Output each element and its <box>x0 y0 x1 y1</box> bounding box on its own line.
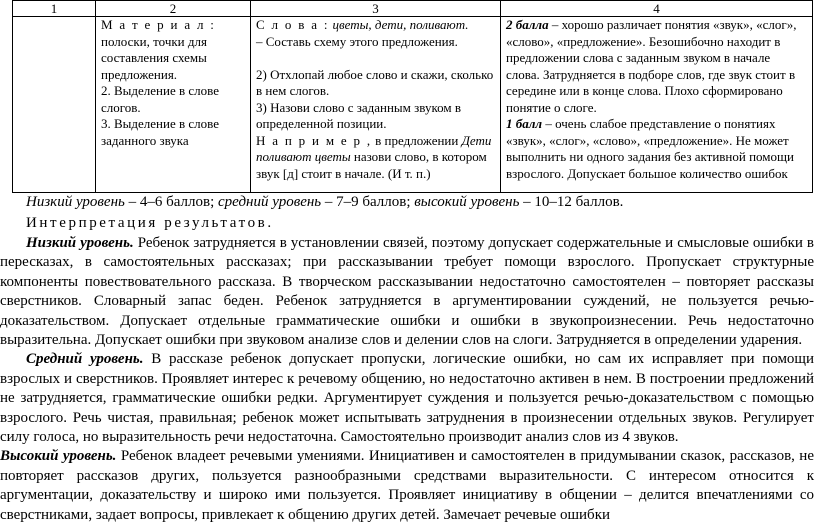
level-high-label: высокий уровень <box>414 194 520 210</box>
words-label: С л о в а : <box>256 17 330 32</box>
cell-scores <box>501 17 813 193</box>
score-1-text: – очень слабое представление о понятиях «звук», «слог», «слово», «предложение». Не может выполнить ни одного задания без активной помощи взрослого. Допускает большое количество ошибок <box>506 116 794 181</box>
score-levels-line <box>26 193 816 212</box>
words-text: цветы, дети, поливают. <box>329 17 469 32</box>
example-post: назови слово, в котором звук [д] стоит в начале. (И т. п.) <box>256 149 487 181</box>
header-cell-3: 3 <box>251 1 501 17</box>
paragraph-mid-level <box>0 350 814 447</box>
task-2: 2) Отхлопай любое слово и скажи, сколько в нем слогов. <box>256 66 494 98</box>
low-level-text: Ребенок затрудняется в установлении связей, поэтому допускает содержательные и смысловые ошибки в пересказах, в самостоятельных рассказах; при рассказывании требует помощи взрослого. Пропускает структурные компоненты повествовательного рассказа. В творческом рассказывании недостаточно самостоятелен – повторяет рассказы сверстников. Словарный запас беден. Ребенок затрудняется в аргументировании суждений, не пользуется речью-доказательством. Допускает отдельные грамматические ошибки и ошибки в звукопроизнесении. Речь недостаточно выразительна. Допускает ошибки при звуковом анализе слов и делении слов на слоги. Затрудняется в определении ударения. <box>0 235 814 349</box>
high-level-text: Ребенок владеет речевыми умениями. Инициативен и самостоятелен в придумывании сказок, рассказов, не повторяет рассказов других, пользуется разнообразными средствами выразительности. С интересом относится к аргументации, доказательству и широко ими пользуется. Проявляет инициативу в общении – делится впечатлениями со сверстниками, задает вопросы, привлекает к общению других детей. Замечает речевые ошибки <box>0 448 814 523</box>
interpretation-title: Интерпретация результатов. <box>26 215 274 231</box>
low-level-label: Низкий уровень. <box>26 235 134 251</box>
level-low-text: – 4–6 баллов; <box>124 194 219 210</box>
example-label: Н а п р и м е р , <box>256 132 372 148</box>
score-1-label: 1 балл <box>506 116 543 131</box>
cell-materials <box>96 17 251 193</box>
high-level-label: Высокий уровень. <box>0 448 117 465</box>
materials-item-3: 3. Выделение в слове заданного звука <box>101 116 219 148</box>
table-header-row <box>13 1 813 17</box>
level-high-text: – 10–12 баллов. <box>519 194 624 210</box>
header-cell-1: 1 <box>13 1 96 17</box>
materials-label: М а т е р и а л : <box>101 17 216 32</box>
cell-empty <box>13 17 96 193</box>
task-example <box>256 133 495 183</box>
paragraph-low-level <box>0 234 814 350</box>
cell-tasks <box>251 17 501 193</box>
score-2-text: – хорошо различает понятия «звук», «слог», «слово», «предложение». Безошибочно находит в предложении слова с заданным звуком в начале слова. Затрудняется в подборе слов, где звук стоит в середине или в конце слова. Плохо сформировано понятие о слоге. <box>506 17 797 115</box>
interpretation-body <box>0 234 814 525</box>
task-1: – Составь схему этого предложения. <box>256 33 458 49</box>
example-sentence: Дети поливают цветы <box>256 132 492 164</box>
score-2-block <box>506 17 807 116</box>
materials-text: полоски, точки для составления схемы предложения. <box>101 33 207 82</box>
score-1-block <box>506 116 807 182</box>
header-cell-2: 2 <box>96 1 251 17</box>
task-3: 3) Назови слово с заданным звуком в определенной позиции. <box>256 99 461 131</box>
table-row <box>13 17 813 193</box>
mid-level-label: Средний уровень. <box>26 351 144 368</box>
mid-level-text: В рассказе ребенок допускает пропуски, логические ошибки, но сам их исправляет при помощи взрослых и сверстников. Проявляет интерес к речевому общению, но недостаточно активен в нем. В построении предложений не затрудняется, грамматические ошибки редки. Аргументирует суждения и пользуется речью-доказательством с помощью взрослого. Речь чистая, правильная; ребенок может испытывать затруднения в произнесении отдельных звуков. Регулирует силу голоса, но выразительность речи недостаточна. Самостоятельно производит анализ слов из 4 звуков. <box>0 351 815 446</box>
level-mid-label: средний уровень <box>218 194 322 210</box>
example-pre: в предложении <box>371 132 462 148</box>
paragraph-high-level <box>0 447 814 525</box>
score-2-label: 2 балла <box>506 17 549 32</box>
evaluation-table <box>12 0 813 193</box>
level-mid-text: – 7–9 баллов; <box>321 194 415 210</box>
materials-item-2: 2. Выделение в слове слогов. <box>101 83 219 115</box>
level-low-label: Низкий уровень <box>26 194 125 210</box>
header-cell-4: 4 <box>501 1 813 17</box>
